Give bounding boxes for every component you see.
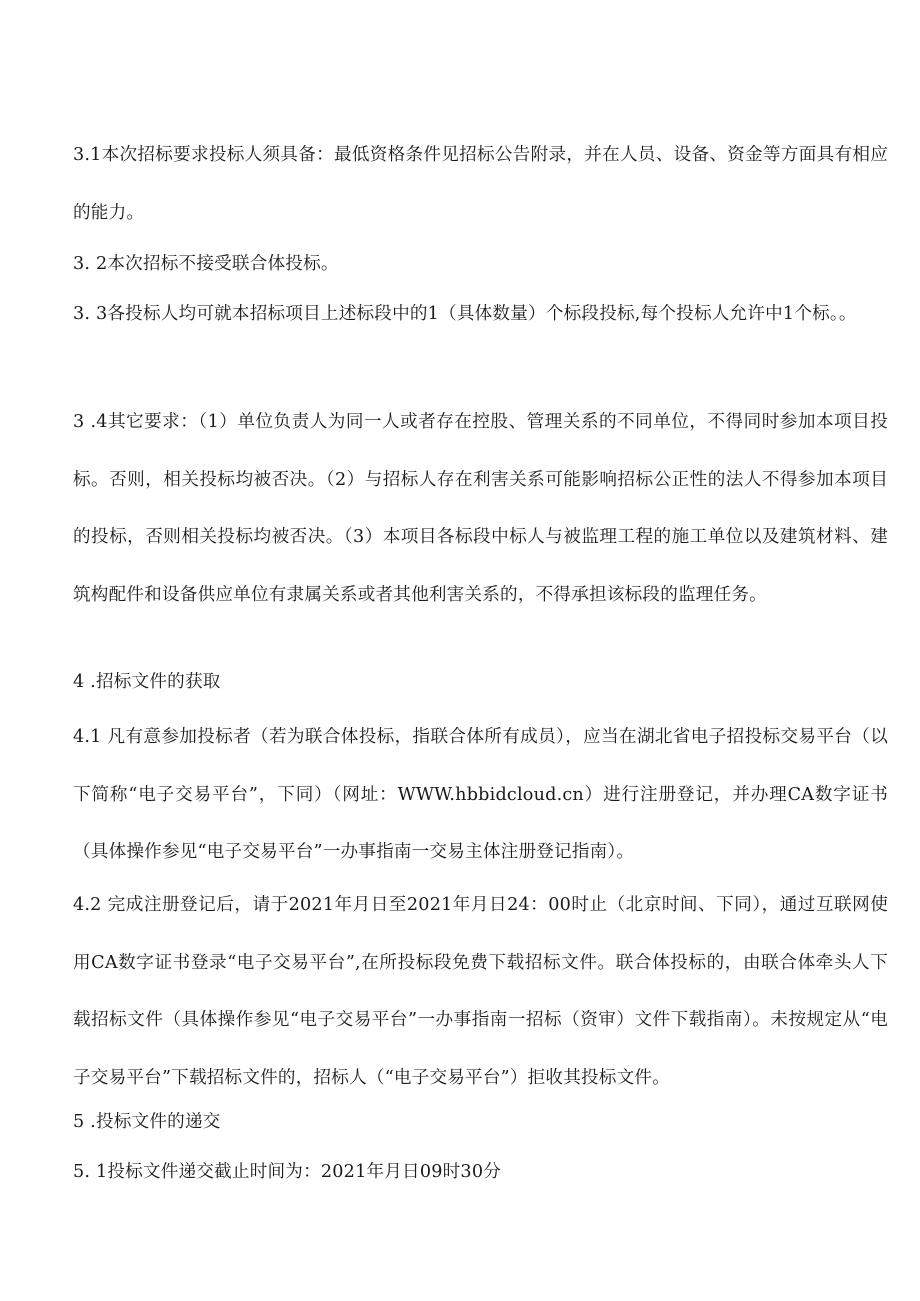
- paragraph-3-2: 3. 2本次招标不接受联合体投标。: [73, 254, 339, 274]
- paragraph-3-4: 3 .4其它要求：（1）单位负责人为同一人或者存在控股、管理关系的不同单位，不得同时参加本项目投标。否则，相关投标均被否决。（2）与招标人存在利害关系可能影响招标公正性的法人不得参加本项目的投标，否则相关投标均被否决。（3）本项目各标段中标人与被监理工程的施工单位以及建筑材料、建筑构配件和设备供应单位有隶属关系或者其他利害关系的，不得承担该标段的监理任务。: [73, 412, 888, 605]
- heading-section-4: 4 .招标文件的获取: [73, 672, 221, 692]
- paragraph-4-1: 4.1 凡有意参加投标者（若为联合体投标，指联合体所有成员），应当在湖北省电子招投标交易平台（以下简称“电子交易平台”，下同）（网址：WWW.hbbidcloud.cn）进行注册登记，并办理CA数字证书（具体操作参见“电子交易平台”一办事指南一交易主体注册登记指南）。: [73, 727, 888, 862]
- heading-section-5: 5 .投标文件的递交: [73, 1112, 221, 1132]
- paragraph-4-2: 4.2 完成注册登记后，请于2021年月日至2021年月日24：00时止（北京时间、下同），通过互联网使用CA数字证书登录“电子交易平台”,在所投标段免费下载招标文件。联合体投标的，由联合体牵头人下载招标文件（具体操作参见“电子交易平台”一办事指南一招标（资审）文件下载指南）。未按规定从“电子交易平台”下载招标文件的，招标人（“电子交易平台”）拒收其投标文件。: [73, 895, 888, 1088]
- paragraph-5-1: 5. 1投标文件递交截止时间为：2021年月日09时30分: [73, 1162, 502, 1182]
- paragraph-3-3: 3. 3各投标人均可就本招标项目上述标段中的1（具体数量）个标段投标,每个投标人允许中1个标。。: [73, 304, 857, 324]
- paragraph-3-1: 3.1本次招标要求投标人须具备：最低资格条件见招标公告附录，并在人员、设备、资金等方面具有相应的能力。: [73, 145, 888, 223]
